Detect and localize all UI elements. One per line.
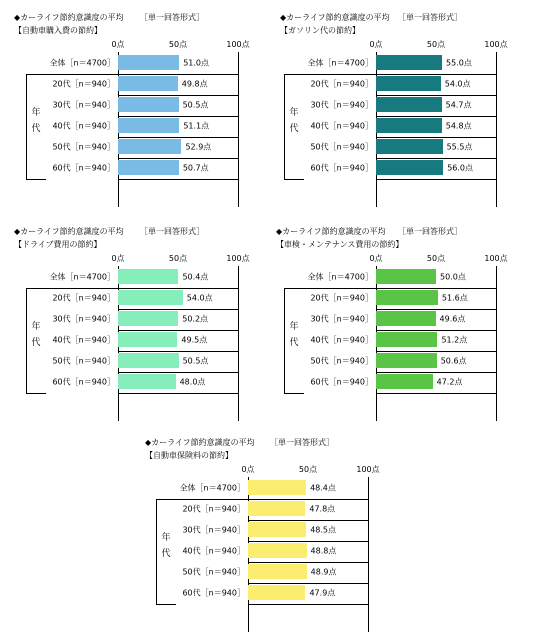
category-label: 30代［n＝940］ xyxy=(310,100,373,110)
plot-area xyxy=(376,266,496,421)
chart-panel-1 xyxy=(14,12,264,212)
group-bottom-line xyxy=(26,179,46,180)
row-separator xyxy=(376,351,496,352)
chart-title: ◆カーライフ節約意識度の平均 xyxy=(14,227,124,236)
bar-value-label: 49.8点 xyxy=(181,79,208,89)
row-separator xyxy=(118,158,238,159)
bar-value-label: 50.2点 xyxy=(182,314,209,324)
row-separator xyxy=(376,330,496,331)
category-label: 50代［n＝940］ xyxy=(310,356,373,366)
bar-age-30s xyxy=(118,97,179,112)
bar-value-label: 50.5点 xyxy=(182,100,209,110)
axis-tick-label: 50点 xyxy=(168,254,188,263)
row-separator xyxy=(376,372,496,373)
bar-value-label: 47.9点 xyxy=(309,588,336,598)
answer-format-label: ［単一回答形式］ xyxy=(140,227,204,236)
axis-tick-label: 50点 xyxy=(298,465,318,474)
age-group-label: 年 xyxy=(31,108,41,118)
plot-area xyxy=(376,52,496,207)
answer-format-label: ［単一回答形式］ xyxy=(140,13,204,22)
bar-value-label: 50.7点 xyxy=(182,163,209,173)
category-label: 40代［n＝940］ xyxy=(52,121,115,131)
age-group-label: 年 xyxy=(161,533,171,543)
bar-age-50s xyxy=(376,139,443,154)
category-label: 20代［n＝940］ xyxy=(52,293,115,303)
group-bottom-line xyxy=(284,179,304,180)
row-separator xyxy=(376,309,496,310)
bar-age-30s xyxy=(376,311,436,326)
bar-age-30s xyxy=(376,97,442,112)
axis-tick-label: 50点 xyxy=(168,40,188,49)
bar-total xyxy=(376,55,442,70)
category-label: 50代［n＝940］ xyxy=(310,142,373,152)
axis-tick-label: 100点 xyxy=(226,40,250,49)
bar-age-40s xyxy=(118,332,177,347)
row-separator xyxy=(248,562,368,563)
category-label: 40代［n＝940］ xyxy=(310,335,373,345)
bar-total xyxy=(248,480,306,495)
bar-age-20s xyxy=(376,76,441,91)
answer-format-label: ［単一回答形式］ xyxy=(398,227,462,236)
chart-subtitle: 【自動車購入費の節約】 xyxy=(14,26,102,35)
chart-panel-2 xyxy=(280,12,530,212)
category-label: 20代［n＝940］ xyxy=(182,504,245,514)
category-label: 50代［n＝940］ xyxy=(182,567,245,577)
bar-value-label: 54.8点 xyxy=(445,121,472,131)
bar-age-40s xyxy=(376,332,437,347)
bar-age-20s xyxy=(118,76,178,91)
age-group-label: 年 xyxy=(289,108,299,118)
bar-value-label: 50.6点 xyxy=(440,356,467,366)
bar-age-40s xyxy=(118,118,179,133)
category-label: 40代［n＝940］ xyxy=(310,121,373,131)
axis-tick-label: 100点 xyxy=(484,254,508,263)
gridline-max xyxy=(496,266,497,421)
bar-age-20s xyxy=(248,501,305,516)
chart-title: ◆カーライフ節約意識度の平均 xyxy=(14,13,124,22)
bar-value-label: 47.2点 xyxy=(436,377,463,387)
plot-area xyxy=(118,266,238,421)
age-group-label: 代 xyxy=(161,549,171,559)
bar-value-label: 51.1点 xyxy=(183,121,210,131)
axis-tick-label: 100点 xyxy=(484,40,508,49)
bar-value-label: 48.0点 xyxy=(179,377,206,387)
bar-age-30s xyxy=(248,522,306,537)
bar-value-label: 55.5点 xyxy=(446,142,473,152)
row-separator xyxy=(248,520,368,521)
axis-tick-label: 0点 xyxy=(241,465,255,474)
bar-value-label: 48.4点 xyxy=(310,483,336,493)
category-label: 60代［n＝940］ xyxy=(52,377,115,387)
chart-title: ◆カーライフ節約意識度の平均 xyxy=(280,13,390,22)
bar-age-50s xyxy=(376,353,437,368)
row-separator xyxy=(248,541,368,542)
row-separator xyxy=(376,179,496,180)
row-separator xyxy=(118,288,238,289)
category-label: 全体［n＝4700］ xyxy=(307,272,373,282)
bar-value-label: 50.0点 xyxy=(440,272,466,282)
category-label: 60代［n＝940］ xyxy=(182,588,245,598)
row-separator xyxy=(376,288,496,289)
category-label: 40代［n＝940］ xyxy=(182,546,245,556)
bar-age-60s xyxy=(376,160,443,175)
plot-area xyxy=(118,52,238,207)
category-label: 30代［n＝940］ xyxy=(310,314,373,324)
category-label: 60代［n＝940］ xyxy=(310,377,373,387)
chart-subtitle: 【ドライブ費用の節約】 xyxy=(14,240,102,249)
bar-value-label: 50.4点 xyxy=(182,272,209,282)
age-group-label: 代 xyxy=(289,338,299,348)
row-separator xyxy=(376,137,496,138)
category-label: 20代［n＝940］ xyxy=(310,79,373,89)
row-separator xyxy=(118,393,238,394)
category-label: 30代［n＝940］ xyxy=(182,525,245,535)
bar-age-60s xyxy=(248,585,305,600)
group-bottom-line xyxy=(26,393,46,394)
category-label: 全体［n＝4700］ xyxy=(179,483,245,493)
bar-age-30s xyxy=(118,311,178,326)
answer-format-label: ［単一回答形式］ xyxy=(398,13,462,22)
category-label: 30代［n＝940］ xyxy=(52,100,115,110)
axis-tick-label: 0点 xyxy=(111,40,125,49)
gridline-max xyxy=(238,266,239,421)
row-separator xyxy=(118,116,238,117)
bar-value-label: 49.6点 xyxy=(439,314,466,324)
gridline-max xyxy=(368,477,369,632)
row-separator xyxy=(118,179,238,180)
bar-value-label: 52.9点 xyxy=(185,142,212,152)
axis-tick-label: 50点 xyxy=(426,40,446,49)
bar-value-label: 48.5点 xyxy=(310,525,336,535)
chart-subtitle: 【車検・メンテナンス費用の節約】 xyxy=(276,240,404,249)
bar-value-label: 54.7点 xyxy=(445,100,472,110)
bar-age-20s xyxy=(376,290,438,305)
row-separator xyxy=(118,74,238,75)
bar-age-40s xyxy=(376,118,442,133)
category-label: 全体［n＝4700］ xyxy=(307,58,373,68)
bar-total xyxy=(118,269,178,284)
chart-subtitle: 【自動車保険料の節約】 xyxy=(145,451,233,460)
chart-panel-4 xyxy=(276,226,526,426)
bar-value-label: 54.0点 xyxy=(186,293,213,303)
row-separator xyxy=(248,583,368,584)
bar-total xyxy=(376,269,436,284)
bar-value-label: 48.9点 xyxy=(310,567,337,577)
row-separator xyxy=(376,116,496,117)
chart-title: ◆カーライフ節約意識度の平均 xyxy=(145,438,255,447)
bar-value-label: 51.2点 xyxy=(441,335,468,345)
category-label: 50代［n＝940］ xyxy=(52,142,115,152)
bar-age-20s xyxy=(118,290,183,305)
row-separator xyxy=(376,158,496,159)
chart-panel-3 xyxy=(14,226,264,426)
axis-tick-label: 0点 xyxy=(111,254,125,263)
chart-panel-5 xyxy=(145,437,395,637)
bar-total xyxy=(118,55,179,70)
axis-tick-label: 0点 xyxy=(369,254,383,263)
bar-age-60s xyxy=(118,374,176,389)
bar-value-label: 50.5点 xyxy=(182,356,209,366)
category-label: 60代［n＝940］ xyxy=(310,163,373,173)
chart-subtitle: 【ガソリン代の節約】 xyxy=(280,26,360,35)
category-label: 40代［n＝940］ xyxy=(52,335,115,345)
bar-value-label: 55.0点 xyxy=(446,58,472,68)
gridline-max xyxy=(238,52,239,207)
age-group-label: 年 xyxy=(31,322,41,332)
bar-age-60s xyxy=(376,374,433,389)
bar-value-label: 48.8点 xyxy=(310,546,337,556)
axis-tick-label: 100点 xyxy=(356,465,380,474)
category-label: 30代［n＝940］ xyxy=(52,314,115,324)
category-label: 60代［n＝940］ xyxy=(52,163,115,173)
bar-age-50s xyxy=(248,564,307,579)
bar-value-label: 51.6点 xyxy=(441,293,468,303)
group-bottom-line xyxy=(284,393,304,394)
axis-tick-label: 50点 xyxy=(426,254,446,263)
bar-age-60s xyxy=(118,160,179,175)
bar-value-label: 49.5点 xyxy=(181,335,208,345)
row-separator xyxy=(118,95,238,96)
row-separator xyxy=(118,137,238,138)
bar-age-50s xyxy=(118,353,179,368)
answer-format-label: ［単一回答形式］ xyxy=(270,438,334,447)
row-separator xyxy=(376,95,496,96)
chart-title: ◆カーライフ節約意識度の平均 xyxy=(276,227,386,236)
row-separator xyxy=(248,499,368,500)
row-separator xyxy=(376,74,496,75)
row-separator xyxy=(376,393,496,394)
category-label: 全体［n＝4700］ xyxy=(49,58,115,68)
row-separator xyxy=(118,330,238,331)
bar-value-label: 51.0点 xyxy=(183,58,209,68)
category-label: 50代［n＝940］ xyxy=(52,356,115,366)
age-group-label: 代 xyxy=(289,124,299,134)
group-bottom-line xyxy=(156,604,176,605)
category-label: 20代［n＝940］ xyxy=(310,293,373,303)
age-group-label: 年 xyxy=(289,322,299,332)
plot-area xyxy=(248,477,368,632)
row-separator xyxy=(118,372,238,373)
bar-value-label: 47.8点 xyxy=(309,504,336,514)
row-separator xyxy=(118,309,238,310)
category-label: 全体［n＝4700］ xyxy=(49,272,115,282)
age-group-label: 代 xyxy=(31,338,41,348)
category-label: 20代［n＝940］ xyxy=(52,79,115,89)
gridline-max xyxy=(496,52,497,207)
bar-age-40s xyxy=(248,543,307,558)
bar-value-label: 54.0点 xyxy=(444,79,471,89)
bar-age-50s xyxy=(118,139,181,154)
bar-value-label: 56.0点 xyxy=(447,163,473,173)
axis-tick-label: 0点 xyxy=(369,40,383,49)
row-separator xyxy=(118,351,238,352)
row-separator xyxy=(248,604,368,605)
age-group-label: 代 xyxy=(31,124,41,134)
axis-tick-label: 100点 xyxy=(226,254,250,263)
